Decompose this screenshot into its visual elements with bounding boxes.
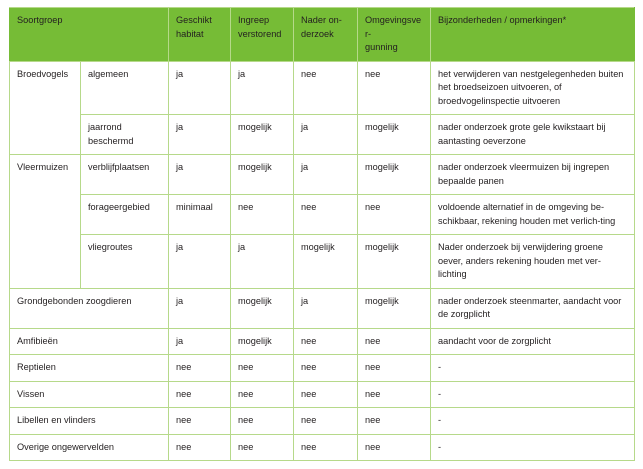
table-row [10, 155, 635, 195]
table-row [10, 355, 635, 382]
cell-geschikt-habitat: nee [169, 408, 231, 435]
cell-soortgroep: Amfibieën [10, 328, 169, 355]
cell-nader-onderzoek: nee [294, 61, 358, 115]
cell-soortgroep-sub: jaarrond beschermd [81, 115, 169, 155]
cell-nader-onderzoek: nee [294, 381, 358, 408]
cell-bijzonderheden: nader onderzoek steenmarter, aandacht voor de zorgplicht [431, 288, 635, 328]
header-omgevingsvergunning [358, 8, 431, 62]
header-geschikt-habitat-line1: Geschikt [176, 15, 212, 25]
cell-nader-onderzoek: ja [294, 288, 358, 328]
cell-omgevingsvergunning: nee [358, 408, 431, 435]
cell-soortgroep: Vleermuizen [10, 155, 81, 289]
table-row [10, 434, 635, 461]
header-omgeving-line2: gunning [365, 42, 398, 52]
cell-nader-onderzoek: nee [294, 195, 358, 235]
cell-nader-onderzoek: ja [294, 115, 358, 155]
table-row [10, 115, 635, 155]
cell-omgevingsvergunning: mogelijk [358, 235, 431, 289]
cell-omgevingsvergunning: mogelijk [358, 288, 431, 328]
header-ingreep-line2: verstorend [238, 28, 282, 39]
cell-bijzonderheden: voldoende alternatief in de omgeving be-schikbaar, rekening houden met verlich-ting [431, 195, 635, 235]
table-row [10, 328, 635, 355]
header-bijzonderheden-label: Bijzonderheden / opmerkingen* [438, 15, 567, 25]
cell-bijzonderheden: het verwijderen van nestgelegenheden buiten het broedseizoen uitvoeren, of broedvogelinspectie uitvoeren [431, 61, 635, 115]
table-row [10, 61, 635, 115]
cell-omgevingsvergunning: nee [358, 434, 431, 461]
cell-omgevingsvergunning: nee [358, 328, 431, 355]
cell-ingreep-verstorend: nee [231, 381, 294, 408]
header-soortgroep-label: Soortgroep [17, 15, 63, 25]
cell-geschikt-habitat: ja [169, 235, 231, 289]
header-ingreep-line1: Ingreep [238, 15, 270, 25]
cell-ingreep-verstorend: ja [231, 61, 294, 115]
cell-geschikt-habitat: ja [169, 115, 231, 155]
header-soortgroep [10, 8, 169, 62]
table-row [10, 235, 635, 289]
cell-soortgroep: Grondgebonden zoogdieren [10, 288, 169, 328]
cell-nader-onderzoek: nee [294, 328, 358, 355]
cell-geschikt-habitat: ja [169, 288, 231, 328]
header-geschikt-habitat-line2: habitat [176, 28, 204, 39]
cell-ingreep-verstorend: nee [231, 355, 294, 382]
cell-bijzonderheden: aandacht voor de zorgplicht [431, 328, 635, 355]
cell-soortgroep-sub: algemeen [81, 61, 169, 115]
cell-omgevingsvergunning: nee [358, 195, 431, 235]
cell-bijzonderheden: nader onderzoek grote gele kwikstaart bij aantasting oeverzone [431, 115, 635, 155]
header-ingreep-verstorend [231, 8, 294, 62]
table-row [10, 288, 635, 328]
cell-geschikt-habitat: ja [169, 328, 231, 355]
cell-bijzonderheden: - [431, 381, 635, 408]
cell-soortgroep-sub: verblijfplaatsen [81, 155, 169, 195]
cell-bijzonderheden: - [431, 434, 635, 461]
cell-omgevingsvergunning: nee [358, 381, 431, 408]
cell-nader-onderzoek: nee [294, 434, 358, 461]
cell-ingreep-verstorend: mogelijk [231, 328, 294, 355]
cell-soortgroep: Vissen [10, 381, 169, 408]
cell-nader-onderzoek: ja [294, 155, 358, 195]
cell-bijzonderheden: - [431, 355, 635, 382]
cell-bijzonderheden: Nader onderzoek bij verwijdering groene oever, anders rekening houden met ver-lichting [431, 235, 635, 289]
table-row [10, 408, 635, 435]
table-row [10, 195, 635, 235]
cell-ingreep-verstorend: nee [231, 195, 294, 235]
cell-ingreep-verstorend: mogelijk [231, 115, 294, 155]
cell-geschikt-habitat: ja [169, 61, 231, 115]
cell-ingreep-verstorend: ja [231, 235, 294, 289]
species-protection-table [9, 7, 635, 461]
cell-soortgroep: Overige ongewervelden [10, 434, 169, 461]
cell-soortgroep: Reptielen [10, 355, 169, 382]
cell-geschikt-habitat: minimaal [169, 195, 231, 235]
cell-soortgroep-sub: vliegroutes [81, 235, 169, 289]
cell-soortgroep: Broedvogels [10, 61, 81, 155]
cell-omgevingsvergunning: mogelijk [358, 155, 431, 195]
cell-omgevingsvergunning: mogelijk [358, 115, 431, 155]
cell-ingreep-verstorend: nee [231, 434, 294, 461]
header-bijzonderheden [431, 8, 635, 62]
cell-ingreep-verstorend: mogelijk [231, 155, 294, 195]
cell-nader-onderzoek: mogelijk [294, 235, 358, 289]
table-header [10, 8, 635, 62]
header-nader-line2: derzoek [301, 28, 334, 39]
table-body [10, 61, 635, 461]
header-geschikt-habitat [169, 8, 231, 62]
cell-bijzonderheden: - [431, 408, 635, 435]
cell-geschikt-habitat: nee [169, 434, 231, 461]
cell-nader-onderzoek: nee [294, 408, 358, 435]
cell-geschikt-habitat: ja [169, 155, 231, 195]
cell-omgevingsvergunning: nee [358, 355, 431, 382]
header-nader-onderzoek [294, 8, 358, 62]
cell-nader-onderzoek: nee [294, 355, 358, 382]
cell-soortgroep-sub: forageergebied [81, 195, 169, 235]
cell-geschikt-habitat: nee [169, 355, 231, 382]
cell-ingreep-verstorend: mogelijk [231, 288, 294, 328]
cell-omgevingsvergunning: nee [358, 61, 431, 115]
cell-bijzonderheden: nader onderzoek vleermuizen bij ingrepen bepaalde panen [431, 155, 635, 195]
cell-geschikt-habitat: nee [169, 381, 231, 408]
cell-ingreep-verstorend: nee [231, 408, 294, 435]
header-row [10, 8, 635, 62]
table-row [10, 381, 635, 408]
header-nader-line1: Nader on- [301, 15, 342, 25]
cell-soortgroep: Libellen en vlinders [10, 408, 169, 435]
header-omgeving-line1: Omgevingsver- [365, 15, 422, 39]
